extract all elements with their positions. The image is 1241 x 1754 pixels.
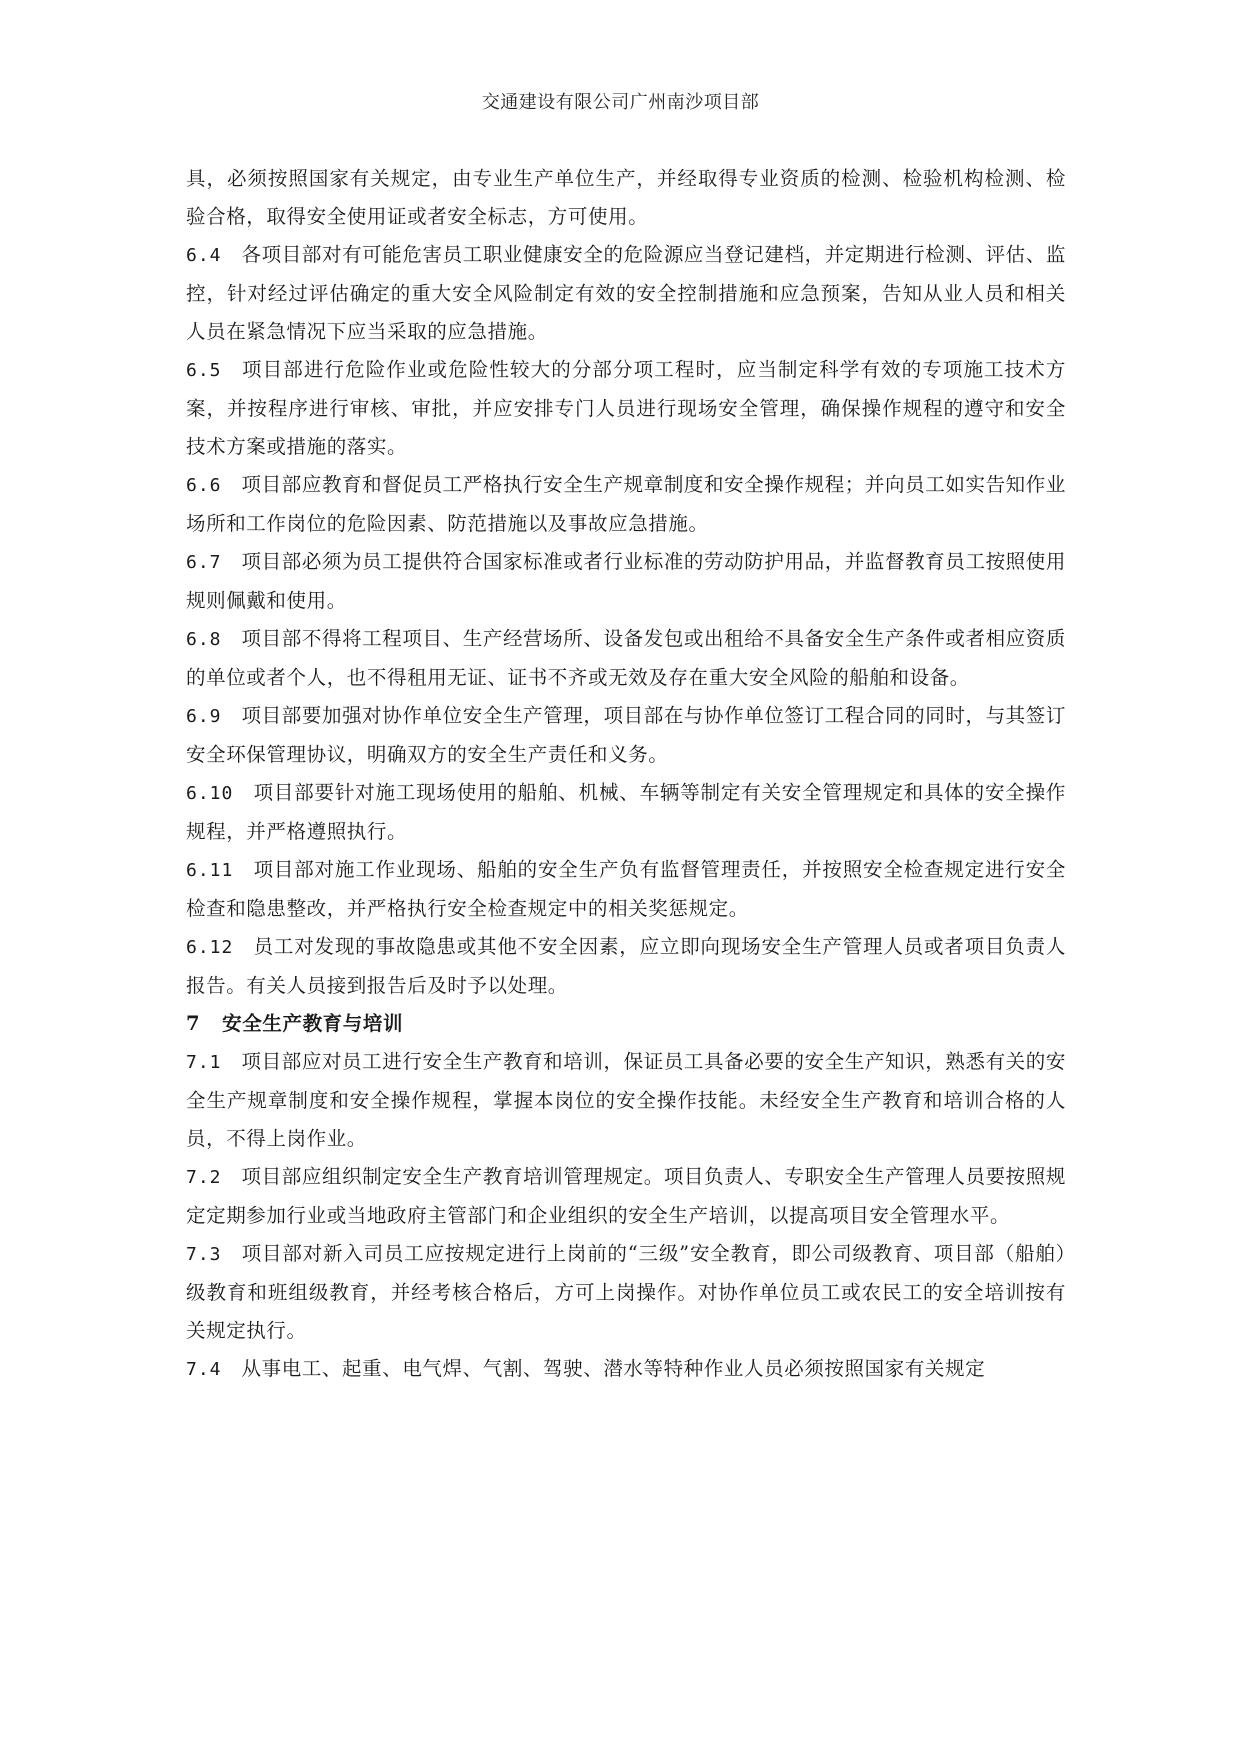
clause-text: 项目部不得将工程项目、生产经营场所、设备发包或出租给不具备安全生产条件或者相应资质的单位或者个人，也不得租用无证、证书不齐或无效及存在重大安全风险的船舶和设备。 — [186, 627, 1066, 689]
clause-number: 6.4 — [186, 245, 222, 266]
clause-7-1 — [186, 1043, 1066, 1158]
clause-text: 项目部对新入司员工应按规定进行上岗前的“三级”安全教育，即公司级教育、项目部（船舶）级教育和班组级教育，并经考核合格后，方可上岗操作。对协作单位员工或农民工的安全培训按有关规定执行。 — [186, 1242, 1066, 1342]
page-header — [0, 88, 1241, 114]
clause-number: 6.7 — [186, 552, 222, 573]
clause-6-7 — [186, 543, 1066, 620]
section-title: 安全生产教育与培训 — [222, 1012, 404, 1035]
clause-number: 6.10 — [186, 783, 234, 804]
clause-number: 6.8 — [186, 629, 222, 650]
clause-number: 6.5 — [186, 360, 222, 381]
clause-text: 项目部应教育和督促员工严格执行安全生产规章制度和安全操作规程；并向员工如实告知作业场所和工作岗位的危险因素、防范措施以及事故应急措施。 — [186, 473, 1066, 535]
clause-text: 项目部对施工作业现场、船舶的安全生产负有监督管理责任，并按照安全检查规定进行安全检查和隐患整改，并严格执行安全检查规定中的相关奖惩规定。 — [186, 858, 1066, 920]
clause-7-4 — [186, 1350, 1066, 1389]
clause-6-12 — [186, 928, 1066, 1005]
clause-6-9 — [186, 697, 1066, 774]
clause-6-10 — [186, 774, 1066, 851]
clause-text: 项目部应对员工进行安全生产教育和培训，保证员工具备必要的安全生产知识，熟悉有关的安全生产规章制度和安全操作规程，掌握本岗位的安全操作技能。未经安全生产教育和培训合格的人员，不得上岗作业。 — [186, 1050, 1066, 1150]
clause-text: 项目部应组织制定安全生产教育培训管理规定。项目负责人、专职安全生产管理人员要按照规定定期参加行业或当地政府主管部门和企业组织的安全生产培训，以提高项目安全管理水平。 — [186, 1165, 1066, 1227]
section-number: 7 — [186, 1012, 201, 1035]
continuation-paragraph: 具，必须按照国家有关规定，由专业生产单位生产，并经取得专业资质的检测、检验机构检测、检验合格，取得安全使用证或者安全标志，方可使用。 — [186, 167, 1066, 228]
clause-text: 从事电工、起重、电气焊、气割、驾驶、潜水等特种作业人员必须按照国家有关规定 — [241, 1357, 986, 1380]
clause-text: 员工对发现的事故隐患或其他不安全因素，应立即向现场安全生产管理人员或者项目负责人报告。有关人员接到报告后及时予以处理。 — [186, 935, 1066, 997]
clause-number: 6.12 — [186, 937, 234, 958]
clause-text: 项目部要加强对协作单位安全生产管理，项目部在与协作单位签订工程合同的同时，与其签订安全环保管理协议，明确双方的安全生产责任和义务。 — [186, 704, 1066, 766]
clause-6-11 — [186, 851, 1066, 928]
clause-number: 6.11 — [186, 860, 234, 881]
document-body — [186, 160, 1066, 1389]
clause-6-5 — [186, 351, 1066, 466]
clause-6-8 — [186, 620, 1066, 697]
clause-7-2 — [186, 1158, 1066, 1235]
clause-text: 项目部要针对施工现场使用的船舶、机械、车辆等制定有关安全管理规定和具体的安全操作规程，并严格遵照执行。 — [186, 781, 1066, 843]
clause-text: 各项目部对有可能危害员工职业健康安全的危险源应当登记建档，并定期进行检测、评估、监控，针对经过评估确定的重大安全风险制定有效的安全控制措施和应急预案，告知从业人员和相关人员在紧急情况下应当采取的应急措施。 — [186, 243, 1066, 343]
section-heading-7 — [186, 1005, 1066, 1043]
clause-number: 7.2 — [186, 1167, 222, 1188]
clause-number: 7.3 — [186, 1244, 222, 1265]
clause-6-4 — [186, 236, 1066, 351]
clause-7-3 — [186, 1235, 1066, 1350]
clause-text: 项目部进行危险作业或危险性较大的分部分项工程时，应当制定科学有效的专项施工技术方案，并按程序进行审核、审批，并应安排专门人员进行现场安全管理，确保操作规程的遵守和安全技术方案或措施的落实。 — [186, 358, 1066, 458]
clause-6-6 — [186, 466, 1066, 543]
header-title: 交通建设有限公司广州南沙项目部 — [481, 92, 760, 113]
clause-number: 7.4 — [186, 1359, 222, 1380]
clause-number: 7.1 — [186, 1052, 222, 1073]
clause-number: 6.9 — [186, 706, 222, 727]
clause-text: 项目部必须为员工提供符合国家标准或者行业标准的劳动防护用品，并监督教育员工按照使用规则佩戴和使用。 — [186, 550, 1066, 612]
clause-number: 6.6 — [186, 475, 222, 496]
